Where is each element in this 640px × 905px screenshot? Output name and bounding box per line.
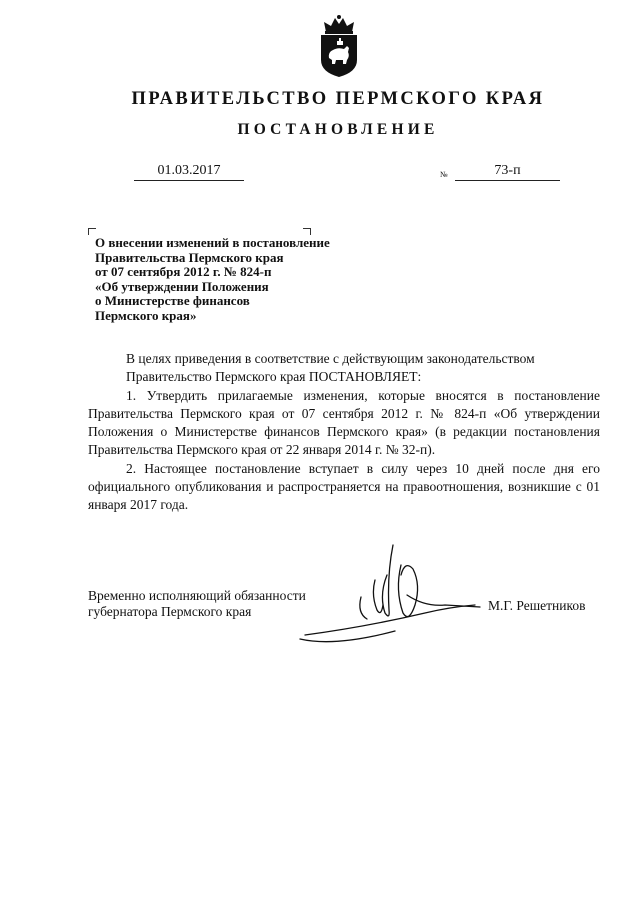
subject-line: Правительства Пермского края xyxy=(95,249,284,265)
preamble-line-1: В целях приведения в соответствие с действующим законодательством xyxy=(126,351,535,366)
subject-line: от 07 сентября 2012 г. № 824-п xyxy=(95,264,272,279)
signatory-name: М.Г. Решетников xyxy=(488,598,586,613)
number-sign: № xyxy=(440,170,448,179)
document-date: 01.03.2017 xyxy=(157,163,221,178)
coat-of-arms-icon xyxy=(316,14,362,78)
preamble-line-2: Правительство Пермского края ПОСТАНОВЛЯЕТ: xyxy=(126,369,422,385)
document-number: 73-п xyxy=(494,163,521,178)
position-line-2: губернатора Пермского края xyxy=(88,603,252,619)
number-underline xyxy=(455,180,560,181)
subject-line: о Министерстве финансов xyxy=(95,293,250,308)
date-underline xyxy=(134,180,244,181)
subject-line: О внесении изменений в постановление xyxy=(95,235,330,250)
subject-corner-left xyxy=(88,228,96,235)
government-title: ПРАВИТЕЛЬСТВО ПЕРМСКОГО КРАЯ xyxy=(131,89,545,109)
position-line-1: Временно исполняющий обязанности xyxy=(88,588,306,603)
clause-1: 1. Утвердить прилагаемые изменения, которые вносятся в постановление Правительства Пермского края от 07 сентября 2012 г. № 824-п «Об утверждении Положения о Министерстве финансов Пермского края» (в редакции постановления Правительства Пермского края от 22 января 2014 г. № 32-п). xyxy=(88,387,600,458)
document-body xyxy=(88,350,600,515)
subject-line: Пермского края» xyxy=(95,307,197,323)
handwritten-signature-icon xyxy=(275,535,505,650)
subject-corner-right xyxy=(303,228,311,235)
document-subject xyxy=(95,236,330,323)
signatory-position xyxy=(88,588,306,619)
document-type-title: ПОСТАНОВЛЕНИЕ xyxy=(237,121,439,138)
subject-line: «Об утверждении Положения xyxy=(95,278,269,294)
clause-2: 2. Настоящее постановление вступает в силу через 10 дней после дня его официального опубликования и распространяется на правоотношения, возникшие с 01 января 2017 года. xyxy=(88,460,600,513)
